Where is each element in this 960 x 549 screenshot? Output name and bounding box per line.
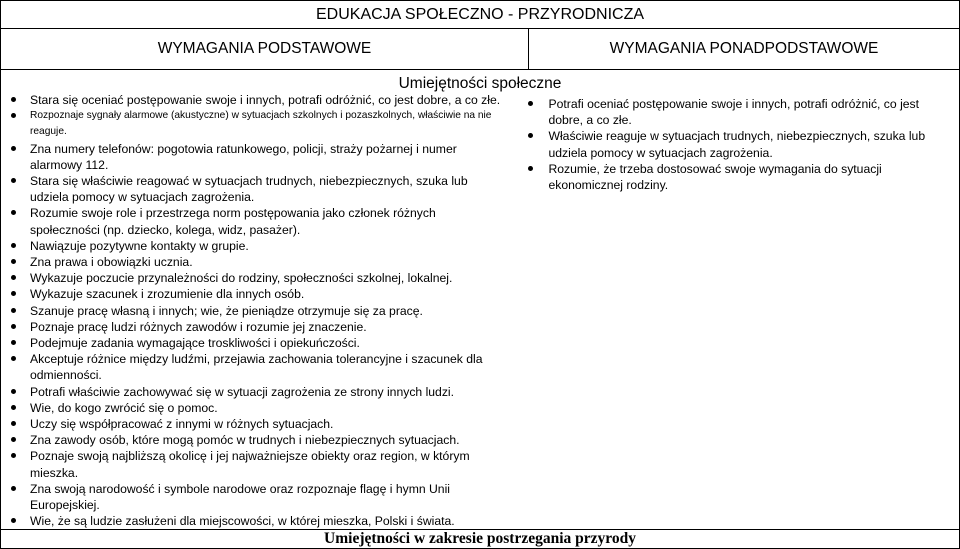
requirement-item xyxy=(1,335,512,351)
requirement-item xyxy=(1,205,512,237)
requirement-item xyxy=(1,513,512,529)
requirement-text: Rozumie, że trzeba dostosować swoje wymagania do sytuacji ekonomicznej rodziny. xyxy=(548,161,882,193)
requirement-text: Uczy się współpracować z innymi w różnych sytuacjach. xyxy=(30,417,334,432)
requirement-text: Szanuje pracę własną i innych; wie, że pieniądze otrzymuje się za pracę. xyxy=(30,303,423,318)
requirement-text: Zna zawody osób, które mogą pomóc w trudnych i niebezpiecznych sytuacjach. xyxy=(30,433,460,448)
requirement-text: Zna swoją narodowość i symbole narodowe oraz rozpoznaje flagę i hymn Unii Europejskiej. xyxy=(30,481,451,513)
bullet-icon xyxy=(11,210,16,215)
requirement-text: Rozumie swoje role i przestrzega norm postępowania jako członek różnych społeczności (np. dziecko, kolega, widz, pasażer). xyxy=(30,206,436,237)
requirement-text: Właściwie reaguje w sytuacjach trudnych, niebezpiecznych, szuka lub udziela pomocy w sytuacjach zagrożenia. xyxy=(548,129,926,160)
bullet-icon xyxy=(528,133,533,138)
bullet-icon xyxy=(11,437,16,442)
column-header-advanced: WYMAGANIA PONADPODSTAWOWE xyxy=(529,29,960,70)
bullet-icon xyxy=(11,275,16,280)
bullet-icon xyxy=(11,324,16,329)
bullet-icon xyxy=(11,356,16,361)
requirement-text: Rozpoznaje sygnały alarmowe (akustyczne) w sytuacjach szkolnych i pozaszkolnych, właściwie na nie reaguje. xyxy=(30,110,492,138)
requirement-text: Wykazuje poczucie przynależności do rodziny, społeczności szkolnej, lokalnej. xyxy=(30,271,453,286)
column-header-basic: WYMAGANIA PODSTAWOWE xyxy=(1,29,529,70)
requirement-text: Podejmuje zadania wymagające troskliwości i opiekuńczości. xyxy=(30,336,360,351)
bullet-icon xyxy=(528,166,533,171)
requirement-text: Stara się właściwie reagować w sytuacjach trudnych, niebezpiecznych, szuka lub udziela pomocy w sytuacjach zagrożenia. xyxy=(30,174,468,205)
requirement-item xyxy=(512,128,959,160)
bullet-icon xyxy=(11,389,16,394)
document-title: EDUKACJA SPOŁECZNO - PRZYRODNICZA xyxy=(1,1,960,29)
bullet-icon xyxy=(11,340,16,345)
requirement-text: Wykazuje szacunek i zrozumienie dla innych osób. xyxy=(30,287,305,302)
basic-requirements-list xyxy=(1,92,512,529)
bullet-icon xyxy=(11,97,16,102)
requirement-text: Poznaje swoją najbliższą okolicę i jej najważniejsze obiekty oraz region, w którym mieszka. xyxy=(30,449,470,480)
requirement-item xyxy=(1,270,512,286)
requirement-item xyxy=(1,238,512,254)
requirement-item xyxy=(512,161,959,193)
requirement-item xyxy=(1,448,512,480)
requirement-text: Wie, że są ludzie zasłużeni dla miejscowości, w której mieszka, Polski i świata. xyxy=(30,514,455,529)
requirement-item xyxy=(1,173,512,205)
requirement-item xyxy=(1,481,512,513)
requirement-item xyxy=(1,92,512,108)
requirement-text: Wie, do kogo zwrócić się o pomoc. xyxy=(30,400,218,415)
requirement-item xyxy=(1,141,512,173)
requirement-text: Potrafi właściwie zachowywać się w sytuacji zagrożenia ze strony innych ludzi. xyxy=(30,384,455,399)
bullet-icon xyxy=(11,178,16,183)
requirement-item xyxy=(1,319,512,335)
requirement-item xyxy=(1,351,512,383)
bullet-icon xyxy=(11,259,16,264)
bullet-icon xyxy=(528,101,533,106)
requirement-item xyxy=(1,286,512,302)
requirement-item xyxy=(1,432,512,448)
advanced-requirements-column xyxy=(512,92,959,529)
requirement-item xyxy=(1,254,512,270)
bullet-icon xyxy=(11,421,16,426)
requirement-text: Stara się oceniać postępowanie swoje i innych, potrafi odróżnić, co jest dobre, a co złe. xyxy=(30,93,501,107)
bullet-icon xyxy=(11,146,16,151)
section-heading-nature: Umiejętności w zakresie postrzegania przyrody xyxy=(1,530,960,549)
bullet-icon xyxy=(11,113,16,118)
requirement-item xyxy=(1,416,512,432)
bullet-icon xyxy=(11,405,16,410)
basic-requirements-column xyxy=(1,92,512,529)
bullet-icon xyxy=(11,243,16,248)
requirement-text: Zna numery telefonów: pogotowia ratunkowego, policji, straży pożarnej i numer alarmowy 112. xyxy=(30,141,457,172)
bullet-icon xyxy=(11,486,16,491)
bullet-icon xyxy=(11,308,16,313)
requirement-item xyxy=(512,96,959,128)
section-heading-social: Umiejętności społeczne xyxy=(398,75,562,92)
requirement-text: Nawiązuje pozytywne kontakty w grupie. xyxy=(30,238,249,253)
advanced-requirements-list xyxy=(512,96,959,193)
bullet-icon xyxy=(11,453,16,458)
requirement-item xyxy=(1,303,512,319)
requirement-item xyxy=(1,384,512,400)
requirement-text: Zna prawa i obowiązki ucznia. xyxy=(30,255,193,270)
requirement-text: Potrafi oceniać postępowanie swoje i innych, potrafi odróżnić, co jest dobre, a co złe. xyxy=(548,97,920,128)
social-skills-section xyxy=(1,70,960,530)
requirement-item xyxy=(1,400,512,416)
requirement-text: Poznaje pracę ludzi różnych zawodów i rozumie jej znaczenie. xyxy=(30,319,367,334)
bullet-icon xyxy=(11,291,16,296)
requirement-item xyxy=(1,108,512,140)
bullet-icon xyxy=(11,518,16,523)
requirement-text: Akceptuje różnice między ludźmi, przejawia zachowania tolerancyjne i szacunek dla odmienności. xyxy=(30,352,483,383)
